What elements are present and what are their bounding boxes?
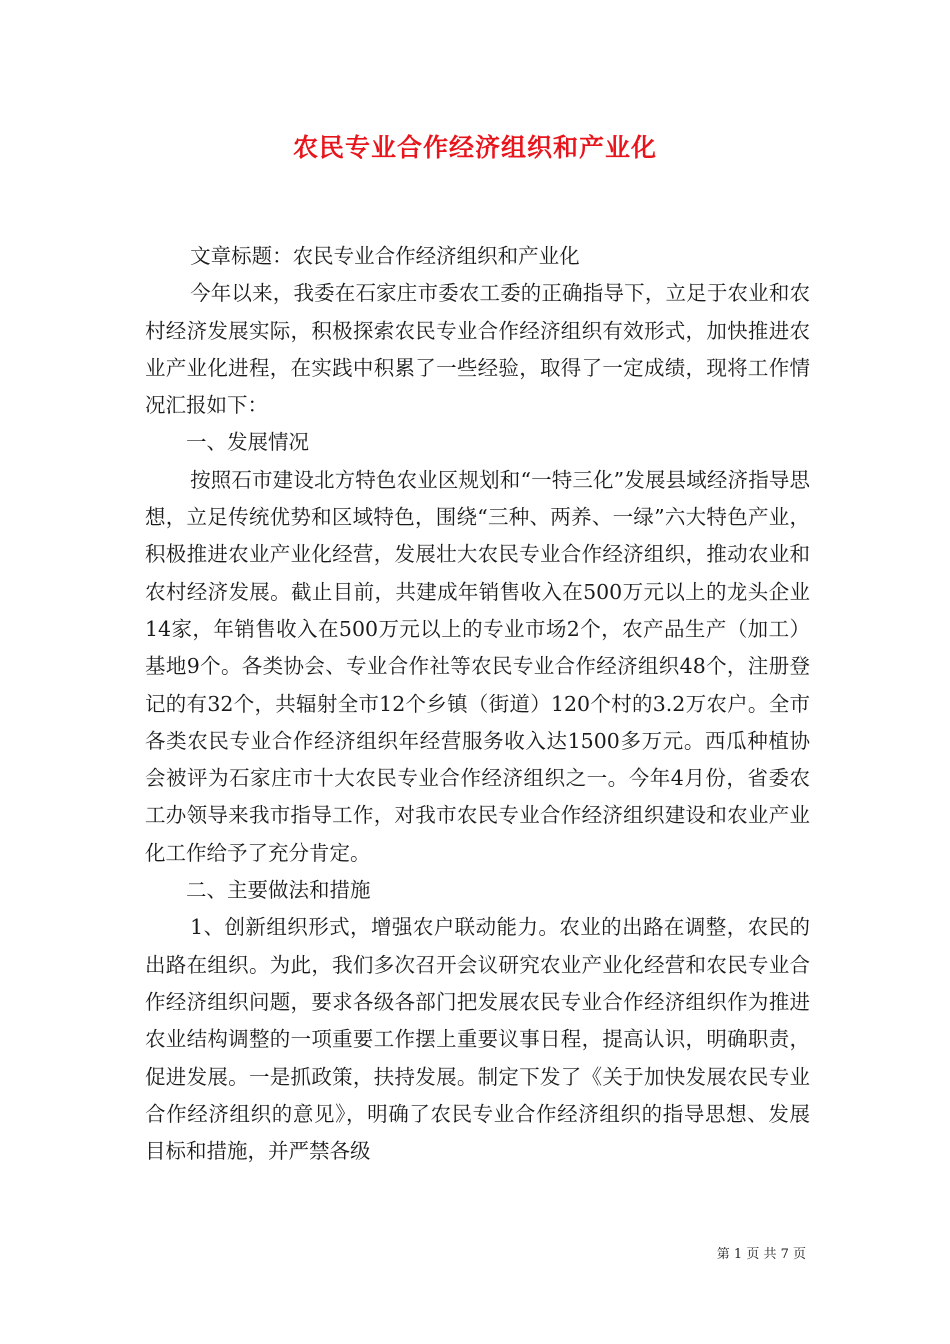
page-number: 第 1 页 共 7 页 (716, 1247, 806, 1262)
intro-paragraph: 今年以来，我委在石家庄市委农工委的正确指导下，立足于农业和农村经济发展实际，积极探索农民专业合作经济组织有效形式，加快推进农业产业化进程，在实践中积累了一些经验，取得了一定成绩，现将工作情况汇报如下： (145, 281, 810, 418)
section-heading-development: 一、发展情况 (186, 430, 309, 455)
section-heading-measures: 二、主要做法和措施 (186, 878, 371, 903)
article-title-line: 文章标题：农民专业合作经济组织和产业化 (190, 244, 580, 268)
document-title: 农民专业合作经济组织和产业化 (292, 133, 657, 162)
document-body (145, 238, 810, 1170)
measures-paragraph: 1、创新组织形式，增强农户联动能力。农业的出路在调整，农民的出路在组织。为此，我们多次召开会议研究农业产业化经营和农民专业合作经济组织问题，要求各级各部门把发展农民专业合作经济组织作为推进农业结构调整的一项重要工作摆上重要议事日程，提高认识，明确职责，促进发展。一是抓政策，扶持发展。制定下发了《关于加快发展农民专业合作经济组织的意见》，明确了农民专业合作经济组织的指导思想、发展目标和措施，并严禁各级 (145, 915, 810, 1164)
development-paragraph: 按照石市建设北方特色农业区规划和“一特三化”发展县域经济指导思想，立足传统优势和区域特色，围绕“三种、两养、一绿”六大特色产业，积极推进农业产业化经营，发展壮大农民专业合作经济组织，推动农业和农村经济发展。截止目前，共建成年销售收入在500万元以上的龙头企业14家，年销售收入在500万元以上的专业市场2个，农产品生产（加工）基地9个。各类协会、专业合作社等农民专业合作经济组织48个，注册登记的有32个，共辐射全市12个乡镇（街道）120个村的3.2万农户。全市各类农民专业合作经济组织年经营服务收入达1500多万元。西瓜种植协会被评为石家庄市十大农民专业合作经济组织之一。今年4月份，省委农工办领导来我市指导工作，对我市农民专业合作经济组织建设和农业产业化工作给予了充分肯定。 (145, 467, 810, 865)
